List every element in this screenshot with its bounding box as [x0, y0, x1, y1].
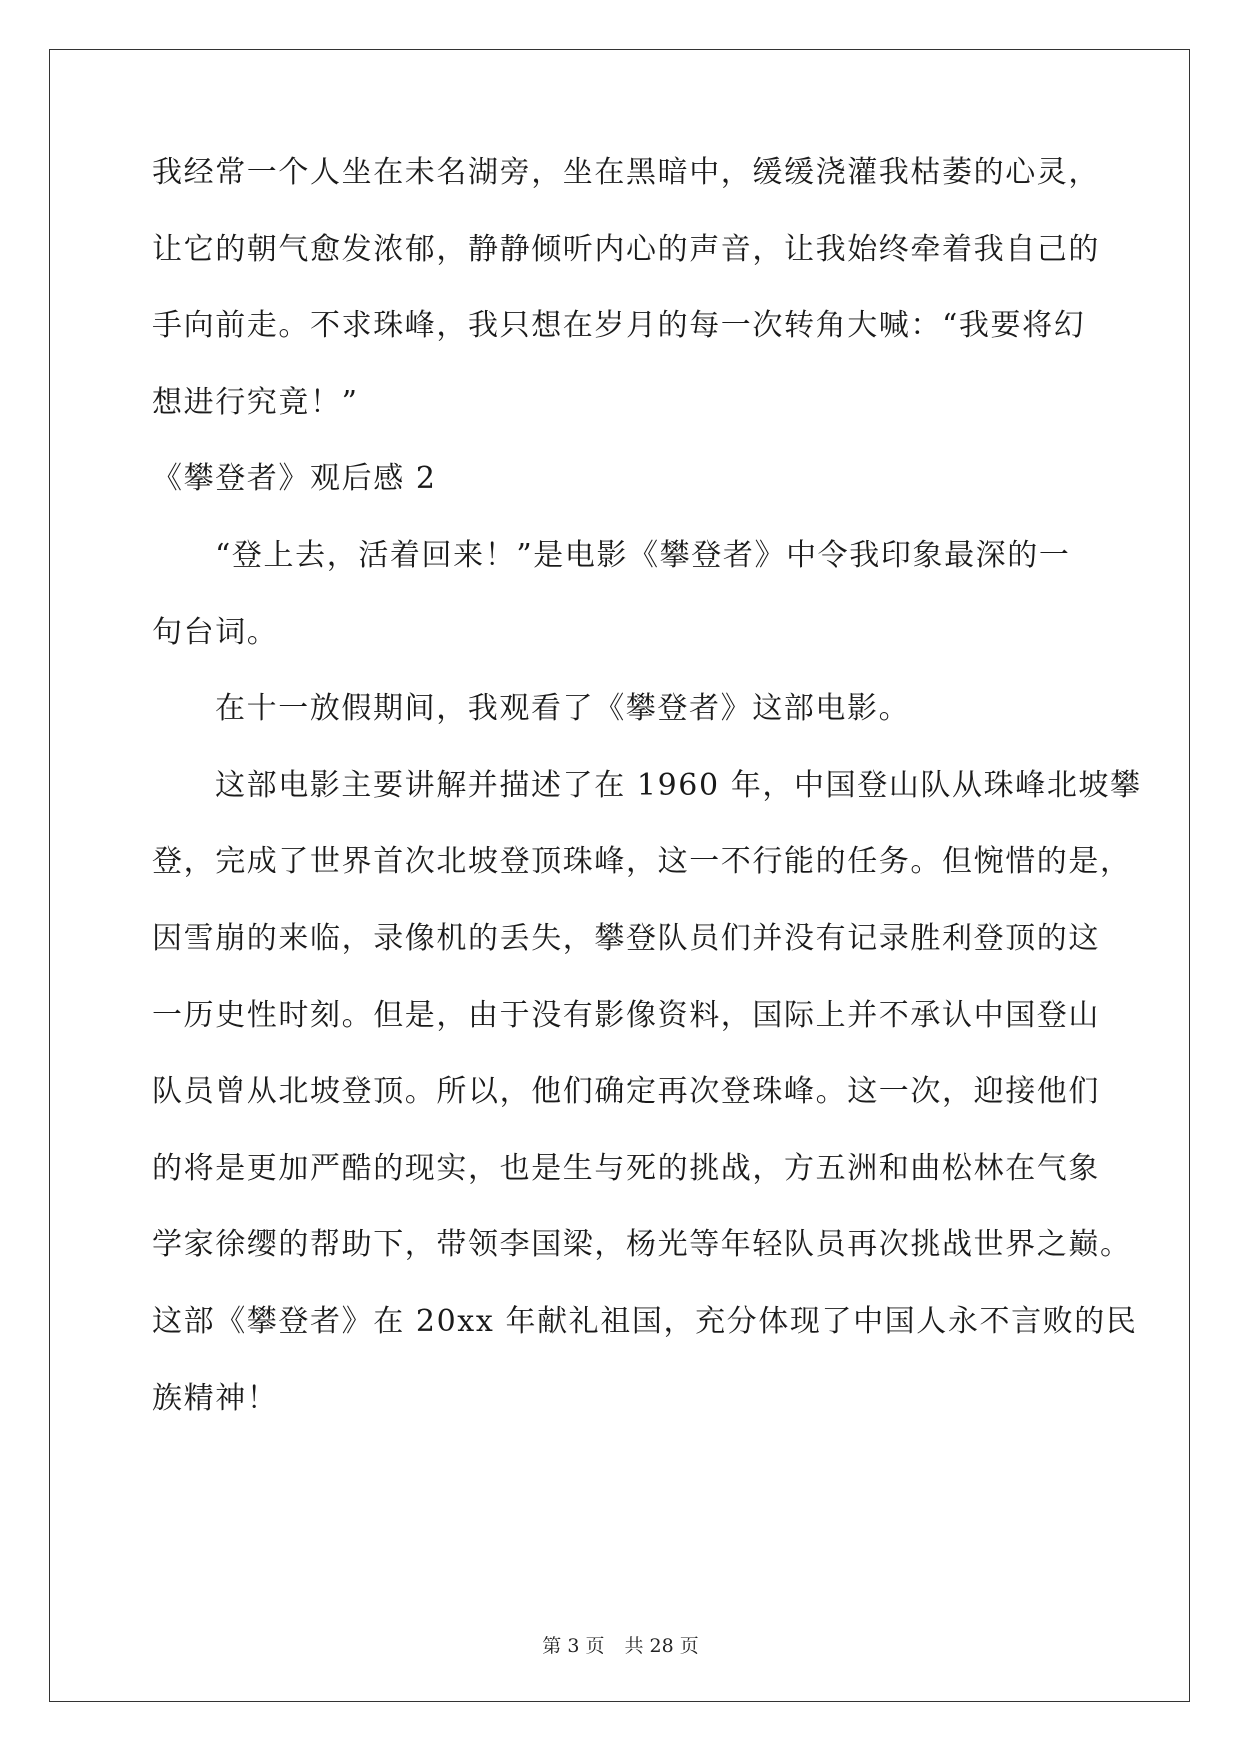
text-line: 这部电影主要讲解并描述了在 1960 年，中国登山队从珠峰北坡攀	[215, 768, 1142, 803]
page-total: 共 28 页	[624, 1635, 699, 1657]
text-line: 学家徐缨的帮助下，带领李国梁，杨光等年轻队员再次挑战世界之巅。	[152, 1227, 1132, 1262]
text-line: 队员曾从北坡登顶。所以，他们确定再次登珠峰。这一次，迎接他们	[152, 1074, 1100, 1109]
text-line: 一历史性时刻。但是，由于没有影像资料，国际上并不承认中国登山	[152, 998, 1100, 1033]
text-line: 我经常一个人坐在未名湖旁，坐在黑暗中，缓缓浇灌我枯萎的心灵，	[152, 155, 1100, 190]
section-heading: 《攀登者》观后感 2	[152, 461, 437, 496]
text-line: 的将是更加严酷的现实，也是生与死的挑战，方五洲和曲松林在气象	[152, 1151, 1100, 1186]
text-line: 让它的朝气愈发浓郁，静静倾听内心的声音，让我始终牵着我自己的	[152, 232, 1100, 267]
text-line: 这部《攀登者》在 20xx 年献礼祖国，充分体现了中国人永不言败的民	[152, 1304, 1138, 1339]
text-line: 登，完成了世界首次北坡登顶珠峰，这一不行能的任务。但惋惜的是，	[152, 844, 1132, 879]
text-line: 在十一放假期间，我观看了《攀登者》这部电影。	[215, 691, 911, 726]
page-footer	[0, 1634, 1241, 1658]
text-line: 因雪崩的来临，录像机的丢失，攀登队员们并没有记录胜利登顶的这	[152, 921, 1100, 956]
text-line: 想进行究竟！”	[152, 385, 359, 420]
text-line: “登上去，活着回来！”是电影《攀登者》中令我印象最深的一	[215, 538, 1071, 573]
text-line: 手向前走。不求珠峰，我只想在岁月的每一次转角大喊：“我要将幻	[152, 308, 1086, 343]
text-line: 族精神！	[152, 1381, 279, 1416]
text-line: 句台词。	[152, 615, 279, 650]
page-number: 第 3 页	[542, 1635, 605, 1657]
